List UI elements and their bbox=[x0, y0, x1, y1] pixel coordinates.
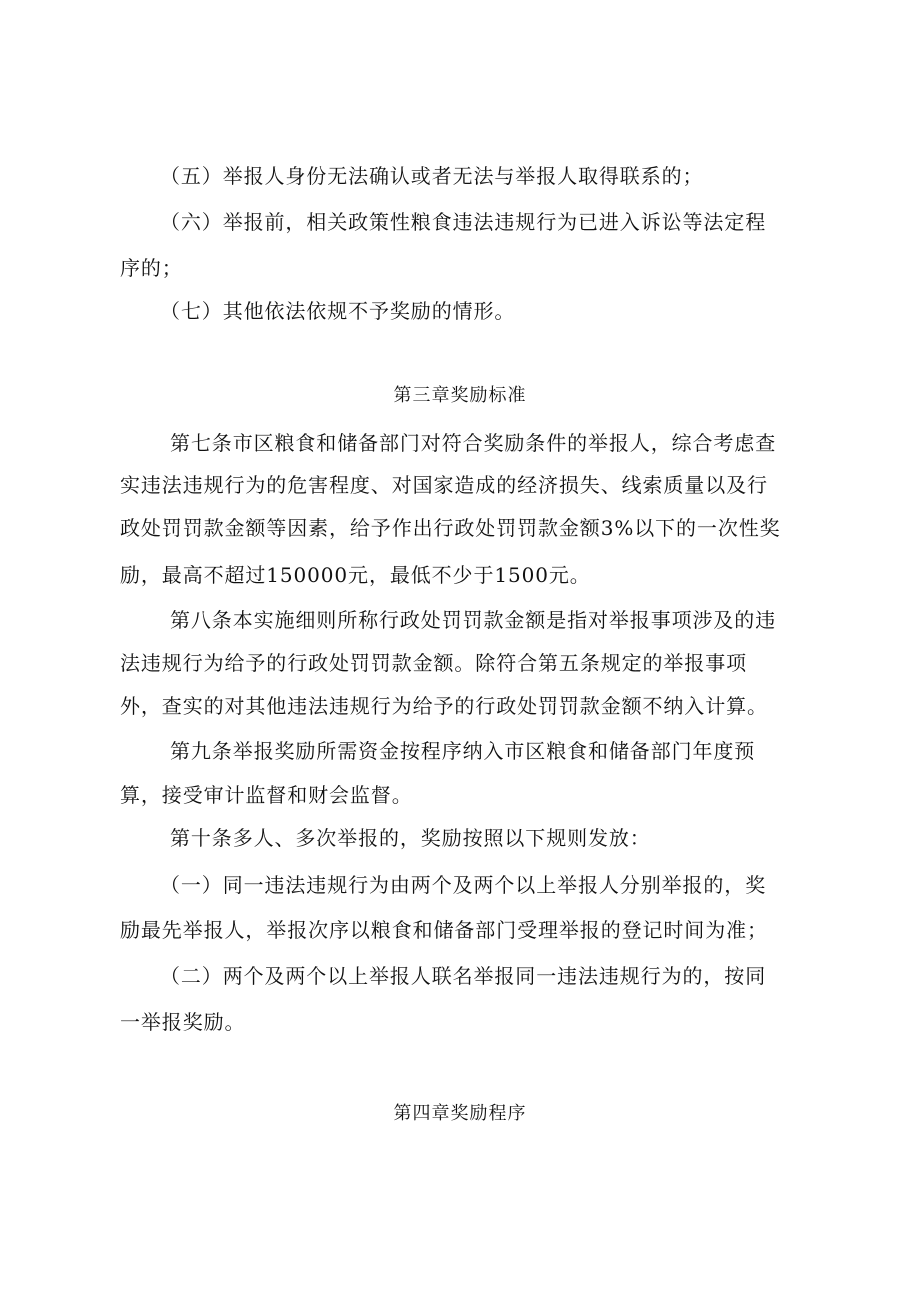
paragraph-line: 第八条本实施细则所称行政处罚罚款金额是指对举报事项涉及的违 bbox=[170, 608, 777, 632]
paragraph-line: 序的； bbox=[120, 256, 183, 280]
paragraph-line: 第十条多人、多次举报的，奖励按照以下规则发放： bbox=[170, 826, 651, 850]
paragraph-line: （五）举报人身份无法确认或者无法与举报人取得联系的； bbox=[160, 164, 704, 188]
paragraph-line: 第七条市区粮食和储备部门对符合奖励条件的举报人，综合考虑查 bbox=[170, 431, 777, 455]
paragraph-line: （二）两个及两个以上举报人联名举报同一违法违规行为的，按同 bbox=[160, 964, 767, 988]
chapter-heading: 第四章奖励程序 bbox=[393, 1103, 527, 1124]
paragraph-line: 法违规行为给予的行政处罚罚款金额。除符合第五条规定的举报事项 bbox=[120, 651, 747, 675]
paragraph-line: 一举报奖励。 bbox=[120, 1010, 246, 1034]
paragraph-line: 算，接受审计监督和财会监督。 bbox=[120, 783, 413, 807]
chapter-heading: 第三章奖励标准 bbox=[393, 385, 527, 406]
paragraph-line: 励最先举报人，举报次序以粮食和储备部门受理举报的登记时间为准； bbox=[120, 918, 768, 942]
paragraph-line: （七）其他依法依规不予奖励的情形。 bbox=[160, 299, 516, 323]
paragraph-line: 实违法违规行为的危害程度、对国家造成的经济损失、线索质量以及行 bbox=[120, 473, 768, 497]
paragraph-line: （六）举报前，相关政策性粮食违法违规行为已进入诉讼等法定程 bbox=[160, 210, 767, 234]
paragraph-line: （一）同一违法违规行为由两个及两个以上举报人分别举报的，奖 bbox=[160, 873, 767, 897]
paragraph-line: 外，查实的对其他违法违规行为给予的行政处罚罚款金额不纳入计算。 bbox=[120, 694, 768, 718]
paragraph-line: 励，最高不超过150000元，最低不少于1500元。 bbox=[120, 563, 591, 587]
paragraph-line: 第九条举报奖励所需资金按程序纳入市区粮食和储备部门年度预 bbox=[170, 739, 756, 763]
paragraph-line: 政处罚罚款金额等因素，给予作出行政处罚罚款金额3%以下的一次性奖 bbox=[120, 516, 781, 540]
